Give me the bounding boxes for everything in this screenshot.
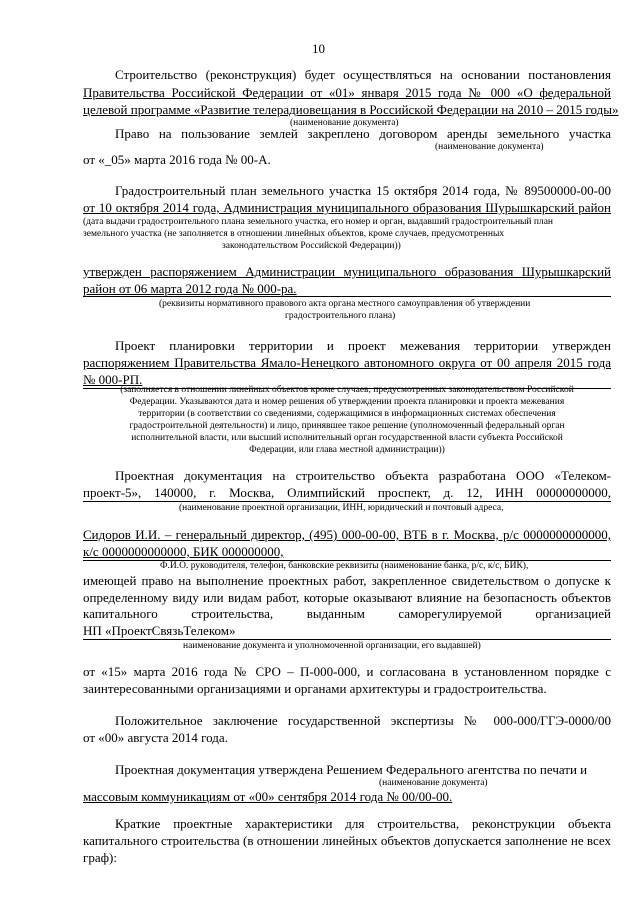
planning-note-2: Федерации. Указываются дата и номер решения об утверждении проекта планировки и проекта межевания — [129, 397, 565, 407]
approval-line-2: район от 06 марта 2012 года № 000-ра. — [83, 281, 297, 296]
design-org-note-3: наименование документа и уполномоченной организации, его выдавшей) — [183, 641, 481, 651]
planning-line-1: Проект планировки территории и проект межевания территории утвержден — [115, 338, 611, 353]
doc-approval-note: (наименование документа) — [379, 778, 488, 788]
design-org-rule-3 — [83, 639, 611, 640]
land-use-note: (наименование документа) — [435, 142, 544, 152]
design-org-note-1: (наименование проектной организации, ИНН, юридический и почтовый адреса, — [179, 503, 504, 513]
construction-basis-line-2: Правительства Российской Федерации от «01» января 2015 года № 000 «О федеральной — [83, 85, 611, 100]
gpzu-note-3: законодательством Российской Федерации)) — [222, 241, 401, 251]
design-org-line-8: НП «ПроектСвязьТелеком» — [83, 623, 236, 638]
design-org-line-2: проект-5», 140000, г. Москва, Олимпийский проспект, д. 12, ИНН 00000000000, — [83, 485, 611, 500]
approval-note-2: градостроительного плана) — [285, 311, 396, 321]
construction-basis-line-3: целевой программе «Развитие телерадиовещания в Российской Федерации на 2010 – 2015 годы» — [83, 102, 619, 117]
sro-line-2: заинтересованными организациями и органами архитектуры и градостроительства. — [83, 681, 547, 696]
design-org-note-2: Ф.И.О. руководителя, телефон, банковские реквизиты (наименование банка, р/с, к/с, БИК), — [160, 561, 529, 571]
expertise-line-2: от «00» августа 2014 года. — [83, 730, 228, 745]
design-org-line-5: имеющей право на выполнение проектных работ, закрепленное свидетельством о допуске к — [83, 573, 611, 588]
doc-approval-line-1: Проектная документация утверждена Решением Федерального агентства по печати и — [115, 762, 588, 777]
design-org-line-6: определенному виду или видам работ, которые оказывают влияние на безопасность объектов — [83, 590, 611, 605]
approval-rule — [83, 296, 611, 297]
expertise-line-1: Положительное заключение государственной экспертизы № 000-000/ГГЭ-0000/00 — [115, 713, 611, 728]
design-org-line-4: к/с 0000000000000, БИК 000000000, — [83, 544, 284, 559]
page-number: 10 — [312, 41, 325, 56]
gpzu-line-1: Градостроительный план земельного участка 15 октября 2014 года, № 89500000-00-00 — [115, 183, 611, 198]
planning-note-5: исполнительной власти, или высший исполнительный орган государственной власти субъекта Российской — [131, 433, 563, 443]
characteristics-line-3: граф): — [83, 850, 117, 865]
characteristics-line-1: Краткие проектные характеристики для строительства, реконструкции объекта — [115, 816, 611, 831]
planning-line-3: № 000-РП. — [83, 372, 143, 387]
design-org-rule-1 — [83, 501, 611, 502]
gpzu-note-2: земельного участка (не заполняется в отношении линейных объектов, кроме случаев, предусмотренных — [83, 229, 505, 239]
gpzu-line-2: от 10 октября 2014 года, Администрация муниципального образования Шурышкарский район — [83, 200, 611, 215]
planning-note-4: градостроительной деятельности) и лицо, принявшее такое решение (уполномоченный федеральный орган — [129, 421, 565, 431]
design-org-line-7: капитального строительства, выданным саморегулируемой организацией — [83, 606, 611, 621]
construction-basis-line-1: Строительство (реконструкция) будет осуществляться на основании постановления — [115, 67, 611, 82]
planning-note-3: территории (в соответствии со сведениями, содержащимися в информационных системах обеспечения — [138, 409, 556, 419]
doc-approval-line-2: массовым коммуникациям от «00» сентября 2014 года № 00/00-00. — [83, 789, 453, 804]
planning-line-2: распоряжением Правительства Ямало-Ненецкого автономного округа от 00 апреля 2015 года — [83, 355, 611, 370]
land-use-line-2: от «_05» марта 2016 года № 00-А. — [83, 152, 271, 167]
sro-line-1: от «15» марта 2016 года № СРО – П-000-000, и согласована в установленном порядке с — [83, 664, 611, 679]
design-org-line-3: Сидоров И.И. – генеральный директор, (495) 000-00-00, ВТБ в г. Москва, р/с 0000000000000, — [83, 527, 611, 542]
gpzu-note-1: (дата выдачи градостроительного плана земельного участка, его номер и орган, выдавший градостроительный план — [83, 217, 553, 227]
approval-note-1: (реквизиты нормативного правового акта органа местного самоуправления об утверждении — [159, 299, 531, 309]
planning-note-1: (заполняется в отношении линейных объектов кроме случаев, предусмотренных законодательством Российской — [120, 385, 574, 395]
planning-note-6: Федерации, или глава местной администрации)) — [249, 445, 445, 455]
characteristics-line-2: капитального строительства (в отношении линейных объектов допускается заполнение не всех — [83, 833, 611, 848]
construction-basis-note: (наименование документа) — [290, 118, 399, 128]
land-use-line-1: Право на пользование землей закреплено договором аренды земельного участка — [115, 126, 611, 141]
approval-line-1: утвержден распоряжением Администрации муниципального образования Шурышкарский — [83, 264, 611, 279]
design-org-line-1: Проектная документация на строительство объекта разработана ООО «Телеком- — [115, 468, 611, 483]
